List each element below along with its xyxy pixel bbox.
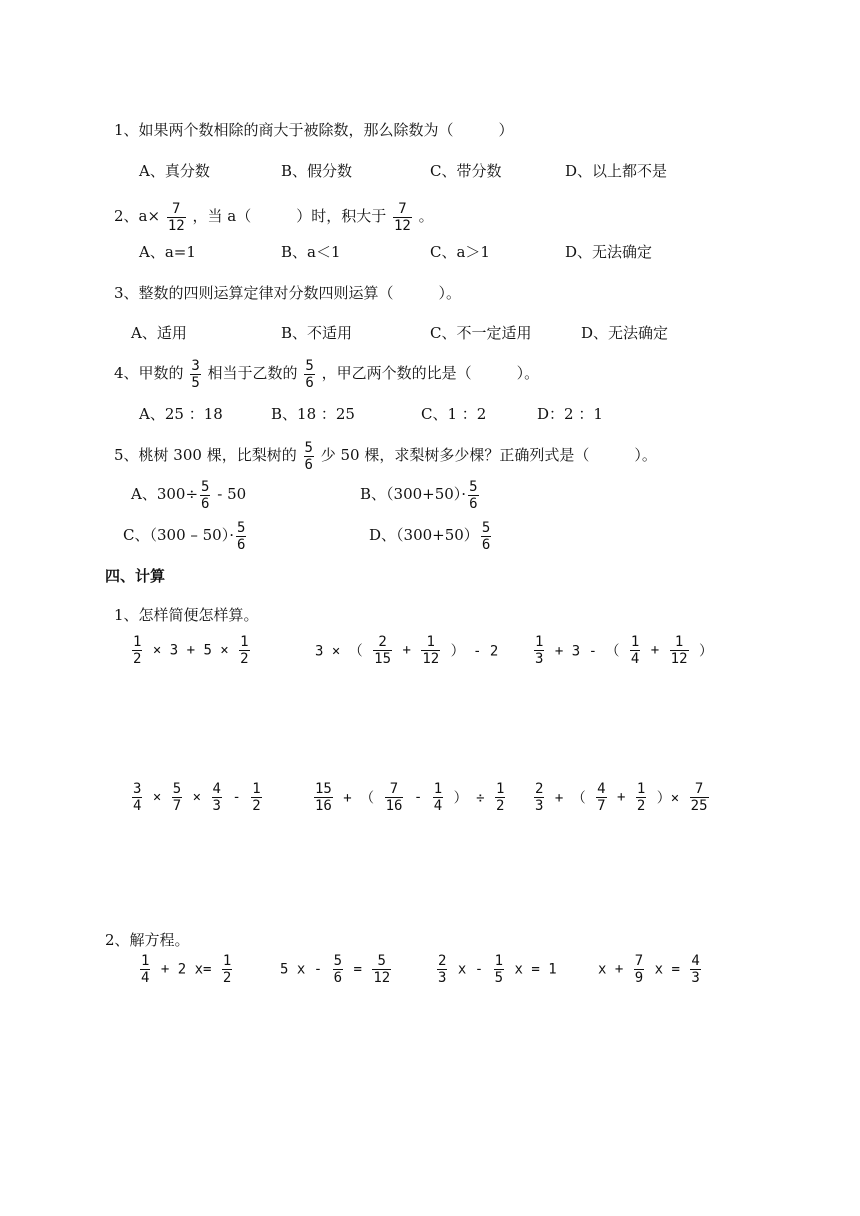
- equation-1: $\frac{1}{4}$ + 2 x= $\frac{1}{2}$: [141, 953, 232, 986]
- q2-option-c: C、a＞1: [430, 243, 490, 261]
- q5-option-a-fraction: $\frac{5}{6}$: [201, 478, 210, 512]
- calc-expression-5: $\frac{15}{16}$ + （ $\frac{7}{16}$ - $\frac{1}{4}$ ） ÷ $\frac{1}{2}$: [315, 781, 505, 814]
- q2-suffix: 。: [418, 207, 434, 225]
- q5-option-b: B、（300+50）· $\frac{5}{6}$: [360, 478, 478, 512]
- q4-prefix: 4、甲数的: [114, 364, 184, 382]
- equation-2: 5 x - $\frac{5}{6}$ = $\frac{5}{12}$: [280, 953, 391, 986]
- q2-option-a: A、a=1: [139, 243, 196, 261]
- question-4: [114, 353, 539, 393]
- q4-option-d: D：2 ：1: [537, 405, 603, 423]
- q2-option-d: D、无法确定: [565, 243, 653, 261]
- equation-3: $\frac{2}{3}$ x - $\frac{1}{5}$ x = 1: [438, 953, 557, 986]
- q3-option-d: D、无法确定: [581, 324, 669, 342]
- q2-prefix: 2、a×: [114, 207, 161, 225]
- q4-mid: 相当于乙数的: [207, 364, 298, 382]
- q2-mid: ，当 a（ ）时，积大于: [192, 207, 387, 225]
- calc-instruction: 1、怎样简便怎样算。: [114, 606, 259, 624]
- q4-fraction-2: $\frac{5}{6}$: [305, 357, 314, 391]
- q5-fraction: $\frac{5}{6}$: [304, 439, 313, 473]
- q1-option-a: A、真分数: [139, 162, 210, 180]
- q2-fraction-1: $\frac{7}{12}$: [167, 200, 185, 234]
- section-heading: 四、计算: [105, 567, 166, 585]
- calc-expression-2: 3 × （ $\frac{2}{15}$ + $\frac{1}{12}$ ） - 2: [315, 634, 499, 667]
- calc-expression-6: $\frac{2}{3}$ + （ $\frac{4}{7}$ + $\frac{1}{2}$ ）× $\frac{7}{25}$: [535, 781, 708, 814]
- q5-suffix: 少 50 棵，求梨树多少棵？正确列式是（ ）。: [320, 446, 657, 464]
- q2-option-b: B、a＜1: [281, 243, 341, 261]
- q4-option-b: B、18 ：25: [271, 405, 355, 423]
- equation-instruction: 2、解方程。: [105, 931, 190, 949]
- equation-4: x + $\frac{7}{9}$ x = $\frac{4}{3}$: [598, 953, 700, 986]
- calc-expression-3: $\frac{1}{3}$ + 3 - （ $\frac{1}{4}$ + $\frac{1}{12}$ ）: [535, 634, 713, 667]
- q2-fraction-2: $\frac{7}{12}$: [393, 200, 411, 234]
- q3-option-b: B、不适用: [281, 324, 353, 342]
- question-3: 3、整数的四则运算定律对分数四则运算（ ）。: [114, 284, 462, 302]
- q1-option-d: D、以上都不是: [565, 162, 668, 180]
- q5-option-d: D、（300+50） $\frac{5}{6}$: [369, 519, 491, 553]
- calc-expression-1: $\frac{1}{2}$ × 3 + 5 × $\frac{1}{2}$: [133, 634, 249, 667]
- q4-suffix: ，甲乙两个数的比是（ ）。: [321, 364, 540, 382]
- q1-option-c: C、带分数: [430, 162, 502, 180]
- q4-option-c: C、1 ：2: [421, 405, 487, 423]
- q5-option-c-fraction: $\frac{5}{6}$: [237, 519, 246, 553]
- q1-option-b: B、假分数: [281, 162, 353, 180]
- q5-option-d-fraction: $\frac{5}{6}$: [481, 519, 491, 553]
- question-1: 1、如果两个数相除的商大于被除数，那么除数为（ ）: [114, 121, 514, 139]
- question-5: [114, 435, 657, 475]
- q5-option-a: A、300÷ $\frac{5}{6}$ - 50: [131, 478, 247, 512]
- question-2: [114, 196, 434, 236]
- q5-option-c: C、（300 – 50）· $\frac{5}{6}$: [123, 519, 246, 553]
- q5-option-b-fraction: $\frac{5}{6}$: [469, 478, 478, 512]
- calc-expression-4: $\frac{3}{4}$ × $\frac{5}{7}$ × $\frac{4}{3}$ - $\frac{1}{2}$: [133, 781, 261, 814]
- q3-option-a: A、适用: [131, 324, 187, 342]
- q4-fraction-1: $\frac{3}{5}$: [191, 357, 200, 391]
- q4-option-a: A、25 ：18: [139, 405, 223, 423]
- q5-prefix: 5、桃树 300 棵，比梨树的: [114, 446, 297, 464]
- q3-option-c: C、不一定适用: [430, 324, 532, 342]
